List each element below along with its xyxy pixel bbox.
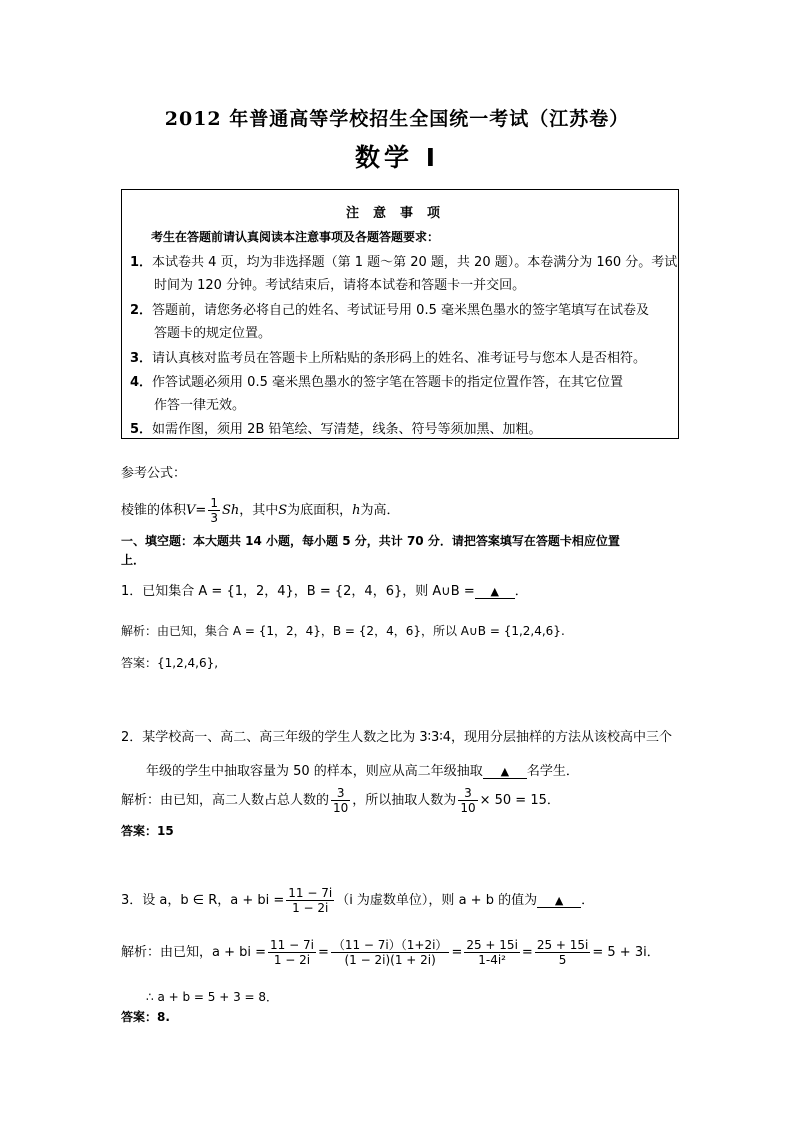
q3-fraction-4: $\frac{25 + 15i}{5}$ — [536, 938, 589, 967]
formula-v: V — [186, 503, 196, 518]
notice-heading: 注意事项 — [345, 206, 454, 221]
q1-answer: 答案：{1,2,4,6}, — [121, 656, 219, 670]
q1-text: 1．已知集合 A = {1，2，4}，B = {2，4，6}，则 A∪B = — [121, 584, 475, 599]
q3-fraction-1: $\frac{11 - 7i}{1 - 2i}$ — [270, 938, 314, 967]
q3-text-2: （i 为虚数单位），则 a + b 的值为 — [336, 893, 538, 908]
q3-question — [121, 886, 594, 915]
q2-sol-text-2: ，所以抽取人数为 — [352, 793, 457, 808]
q3-end: ． — [581, 893, 595, 908]
q3-text: 3．设 a，b ∈ R，a + bi = — [121, 893, 285, 908]
item-number: 3． — [130, 351, 153, 366]
q2-question: 2．某学校高一、高二、高三年级的学生人数之比为 3∶3∶4，现用分层抽样的方法从该校高中三个 — [121, 730, 672, 745]
q1-end: ． — [514, 584, 528, 599]
q3-solution: 解析：由已知，a + bi = $\frac{11 - 7i}{1 - 2i}$ = $\frac{(11 - 7i)(1+2i)}{(1 - 2i)(1 + 2i)}$ = $\frac{25 + 15i}{\text{1-4i²}}$ = $\frac{25 + 15i}{5}$ = 5 + 3i． — [121, 938, 660, 967]
notice-box — [121, 189, 679, 439]
section-heading-cont: 上． — [121, 553, 146, 567]
formula-h: h — [352, 503, 361, 518]
q2-text: 年级的学生中抽取容量为 50 的样本，则应从高二年级抽取 — [146, 764, 483, 779]
item-text: 本试卷共 4 页，均为非选择题（第 1 题～第 20 题，共 20 题）。本卷满分为 160 分。考试 — [152, 255, 678, 270]
formula-mid2: 为底面积， — [287, 503, 353, 518]
formula-line — [121, 496, 400, 525]
item-text: 如需作图，须用 2B 铅笔绘、写清楚，线条、符号等须加黑、加粗。 — [152, 422, 542, 437]
q3-answer: 答案：8. — [121, 1010, 170, 1024]
formula-mid: ，其中 — [239, 503, 279, 518]
q1-solution: 解析：由已知，集合 A = {1，2，4}，B = {2，4，6}，所以 A∪B = {1,2,4,6}. — [121, 624, 565, 638]
q2-sol-text: 解析：由已知，高二人数占总人数的 — [121, 793, 330, 808]
notice-item-2 — [130, 299, 649, 318]
notice-item-1-cont: 时间为 120 分钟。考试结束后，请将本试卷和答题卡一并交回。 — [154, 278, 526, 293]
answer-blank: ▲ — [483, 765, 527, 779]
q2-sol-text-3: × 50 = 15． — [479, 793, 560, 808]
q3-fraction-3: $\frac{25 + 15i}{\text{1-4i²}}$ — [466, 938, 518, 967]
formula-eq: = — [195, 503, 207, 518]
formula-label: 参考公式： — [121, 466, 187, 481]
formula-fraction: $\frac{1}{3}$ — [210, 496, 218, 525]
notice-item-4 — [130, 371, 623, 390]
q2-fraction-2: $\frac{3}{10}$ — [460, 786, 476, 815]
item-text: 答题前，请您务必将自己的姓名、考试证号用 0.5 毫米黑色墨水的签字笔填写在试卷及 — [152, 303, 649, 318]
notice-item-2-cont: 答题卡的规定位置。 — [154, 326, 272, 341]
item-number: 4． — [130, 375, 153, 390]
item-text: 作答试题必须用 0.5 毫米黑色墨水的签字笔在答题卡的指定位置作答，在其它位置 — [152, 375, 623, 390]
formula-sh: Sh — [221, 503, 240, 518]
formula-suffix: 为高． — [360, 503, 400, 518]
q2-solution — [121, 786, 560, 815]
q3-sol-text: 解析：由已知，a + bi = — [121, 945, 267, 960]
q3-fraction-2: $\frac{(11 - 7i)(1+2i)}{(1 - 2i)(1 + 2i)}$ — [332, 938, 448, 967]
q2-answer: 答案：15 — [121, 824, 174, 838]
q3-sol-end: = 5 + 3i． — [592, 945, 660, 960]
notice-item-3 — [130, 347, 646, 366]
notice-item-4-cont: 作答一律无效。 — [154, 398, 246, 413]
item-number: 5． — [130, 422, 153, 437]
item-number: 2． — [130, 303, 153, 318]
section-heading: 一、填空题：本大题共 14 小题，每小题 5 分，共计 70 分．请把答案填写在答题卡相应位置 — [121, 534, 620, 548]
formula-s: S — [278, 503, 288, 518]
notice-item-5 — [130, 418, 542, 437]
page-subtitle: 数学 Ⅰ — [354, 143, 439, 172]
item-text: 请认真核对监考员在答题卡上所粘贴的条形码上的姓名、准考证号与您本人是否相符。 — [152, 351, 647, 366]
notice-item-1 — [130, 251, 677, 270]
formula-prefix: 棱锥的体积 — [121, 503, 187, 518]
page-title: 2012 年普通高等学校招生全国统一考试（江苏卷） — [164, 108, 630, 130]
q1-question — [121, 580, 528, 599]
answer-blank: ▲ — [537, 894, 581, 908]
q2-question-cont — [146, 760, 579, 779]
answer-blank: ▲ — [475, 585, 515, 599]
q3-therefore: ∴ a + b = 5 + 3 = 8． — [146, 990, 279, 1004]
item-number: 1． — [130, 255, 153, 270]
q2-fraction-1: $\frac{3}{10}$ — [333, 786, 349, 815]
q2-text-end: 名学生． — [526, 764, 579, 779]
q3-fraction: $\frac{11 - 7i}{1 - 2i}$ — [288, 886, 333, 915]
notice-intro: 考生在答题前请认真阅读本注意事项及各题答题要求： — [151, 230, 440, 244]
